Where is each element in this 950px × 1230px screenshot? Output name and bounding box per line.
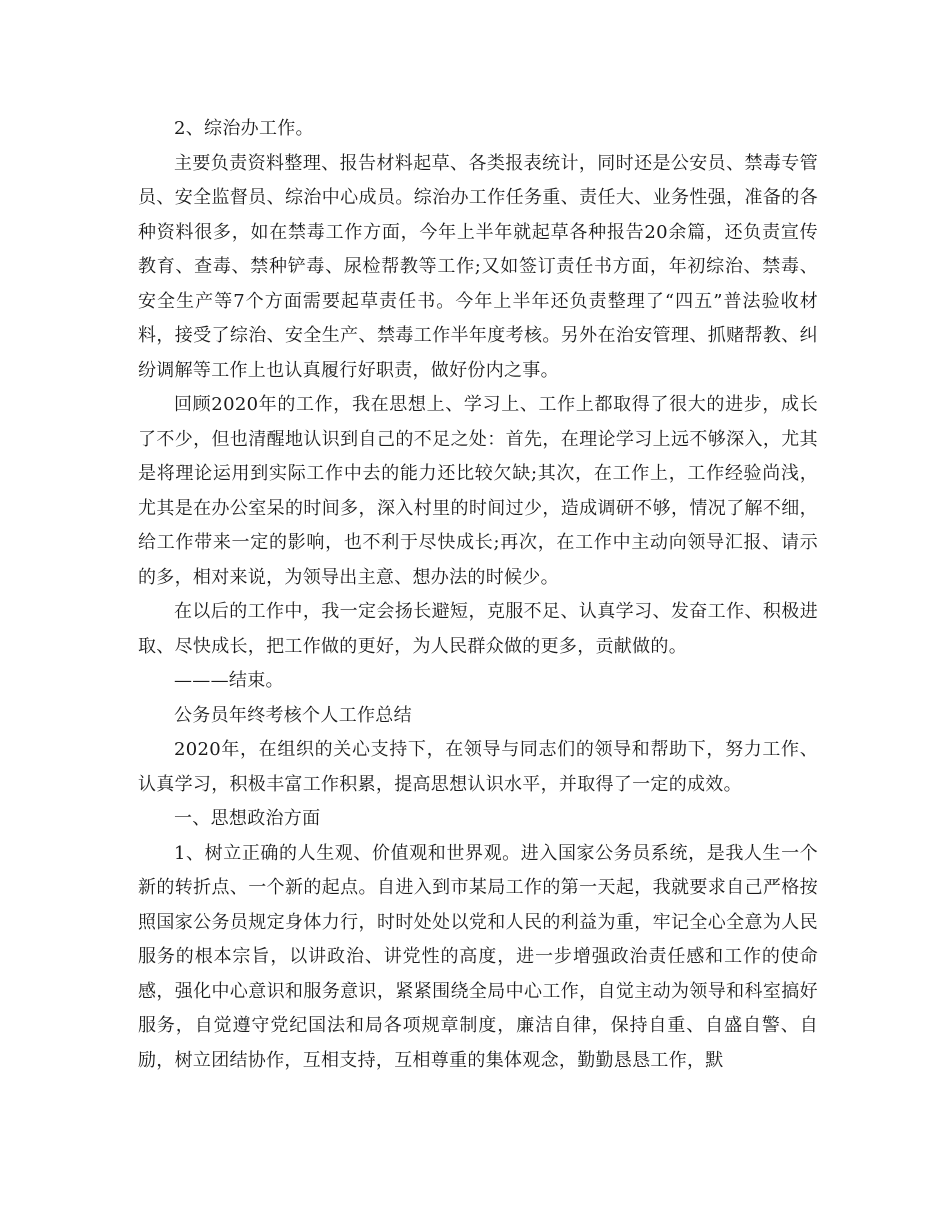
paragraph-review-2020: 回顾2020年的工作，我在思想上、学习上、工作上都取得了很大的进步，成长了不少，但也清醒地认识到自己的不足之处：首先，在理论学习上远不够深入，尤其是将理论运用到实际工作中去的能力还比较欠缺;其次，在工作上，工作经验尚浅，尤其是在办公室呆的时间多，深入村里的时间过少，造成调研不够，情况了解不细，给工作带来一定的影响，也不利于尽快成长;再次，在工作中主动向领导汇报、请示的多，相对来说，为领导出主意、想办法的时候少。 [138, 394, 818, 588]
paragraph-future-work: 在以后的工作中，我一定会扬长避短，克服不足、认真学习、发奋工作、积极进取、尽快成长，把工作做的更好，为人民群众做的更多，贡献做的。 [138, 601, 818, 657]
end-marker: ———结束。 [174, 670, 284, 691]
section-heading-zongzhiban: 2、综治办工作。 [174, 118, 314, 139]
section-heading-political: 一、思想政治方面 [174, 808, 321, 829]
article-title: 公务员年终考核个人工作总结 [174, 704, 412, 726]
document-body [138, 112, 818, 1078]
paragraph-zongzhiban-duties: 主要负责资料整理、报告材料起草、各类报表统计，同时还是公安员、禁毒专管员、安全监督员、综治中心成员。综治办工作任务重、责任大、业务性强，准备的各种资料很多，如在禁毒工作方面，今年上半年就起草各种报告20余篇，还负责宣传教育、查毒、禁种铲毒、尿检帮教等工作;又如签订责任书方面，年初综治、禁毒、安全生产等7个方面需要起草责任书。今年上半年还负责整理了“四五”普法验收材料，接受了综治、安全生产、禁毒工作半年度考核。另外在治安管理、抓赌帮教、纠纷调解等工作上也认真履行好职责，做好份内之事。 [138, 152, 818, 381]
paragraph-worldview: 1、树立正确的人生观、价值观和世界观。进入国家公务员系统，是我人生一个新的转折点、一个新的起点。自进入到市某局工作的第一天起，我就要求自己严格按照国家公务员规定身体力行，时时处处以党和人民的利益为重，牢记全心全意为人民服务的根本宗旨，以讲政治、讲党性的高度，进一步增强政治责任感和工作的使命感，强化中心意识和服务意识，紧紧围绕全局中心工作，自觉主动为领导和科室搞好服务，自觉遵守党纪国法和局各项规章制度，廉洁自律，保持自重、自盛自警、自励，树立团结协作，互相支持，互相尊重的集体观念，勤勤恳恳工作，默 [138, 842, 818, 1071]
paragraph-intro-2020: 2020年，在组织的关心支持下，在领导与同志们的领导和帮助下，努力工作、认真学习，积极丰富工作积累，提高思想认识水平，并取得了一定的成效。 [138, 739, 818, 795]
